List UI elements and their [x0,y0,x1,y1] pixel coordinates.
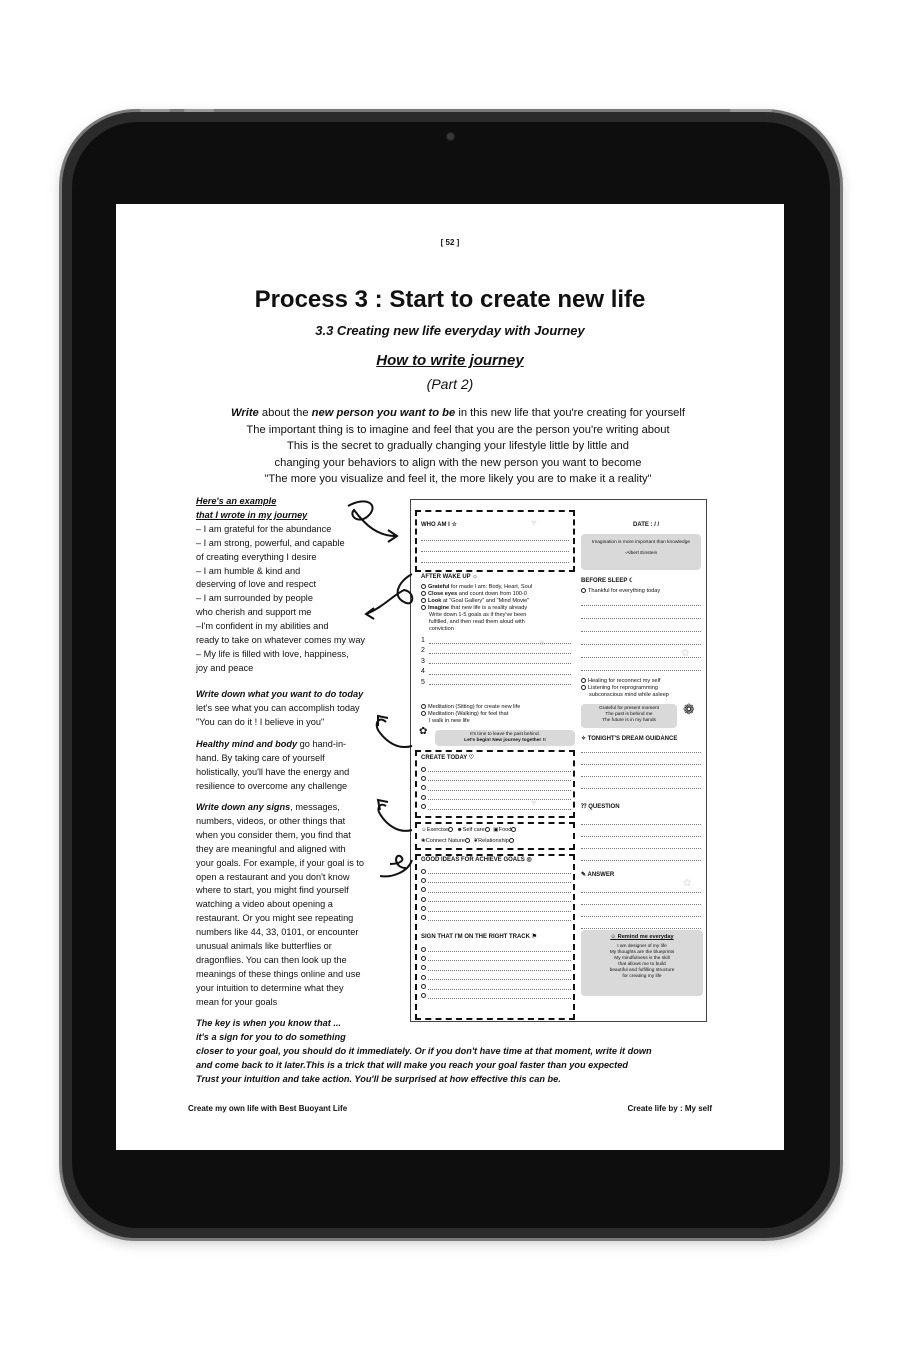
goal-number: 4 [421,668,425,676]
today-section [196,688,394,730]
example-line: – I am grateful for the abundance [196,523,332,534]
intro-paragraph [156,405,760,488]
signs-line: your goals. For example, if your goal is to [196,857,365,868]
goal-row[interactable] [421,679,571,686]
present-line: The future is in my hands [602,718,656,723]
checkbox-circle[interactable] [421,956,426,961]
care-label: Self care [462,827,485,833]
sign-line [428,984,571,990]
checkbox-circle[interactable] [509,838,514,843]
remind-line: I am designer of my life [617,944,667,949]
meditation-text: I walk in new life [429,718,470,724]
checkbox-circle[interactable] [421,947,426,952]
heart-decoration-icon: ♥ [531,518,537,529]
checkbox-circle[interactable] [421,993,426,998]
writing-line [581,756,701,765]
part-label: (Part 2) [426,376,474,392]
sun-icon: ☼ [472,574,478,580]
good-ideas-list [421,868,571,924]
volume-button-1 [140,109,170,112]
intro-text: about the [258,407,312,419]
nature-icon: ❀ [421,838,426,844]
checkbox-circle[interactable] [421,767,426,772]
writing-line [581,744,701,753]
intro-line-5: "The more you visualize and feel it, the more likely you are to make it a reality" [264,473,652,486]
idea-row[interactable] [421,906,571,912]
page-number: [ 52 ] [440,238,460,247]
goal-line [429,669,571,675]
sign-track-list [421,946,571,1002]
idea-line [428,877,571,883]
goal-number: 5 [421,678,425,686]
remind-title [581,934,703,940]
dream-guidance-heading [581,736,677,743]
goal-number-list [421,637,571,689]
healthy-section [196,738,394,794]
present-moment-box [581,704,677,728]
signs-text: , messages, [290,802,340,812]
write-goals-line: conviction [429,626,454,632]
flower-decoration-icon: ✿ [683,878,692,889]
checkbox-circle[interactable] [421,878,426,883]
sign-line [428,955,571,961]
example-line: who cherish and support me [196,607,312,618]
question-icon: ⁇ [581,804,587,810]
closing-line: The key is when you know that ... [196,1018,341,1028]
checkbox-circle[interactable] [421,591,426,596]
todo-row[interactable] [421,785,571,791]
care-label: Relationship [478,838,509,844]
example-line: ready to take on whatever comes my way [196,635,366,646]
care-label: Connect Nature [425,838,465,844]
intro-emph-person: new person you want to be [311,407,456,419]
before-sleep-heading [581,578,634,585]
checkbox-circle[interactable] [421,984,426,989]
example-line: – I am humble & kind and [196,565,301,576]
idea-row[interactable] [421,896,571,902]
wake-item [421,591,576,598]
remind-box [581,930,703,996]
care-label: Food [498,827,512,833]
signs-line: dragonflies. You can then look up the [196,954,347,965]
thankful-text: Thankful for everything today [588,588,661,594]
signs-line: watching a video about opening a [196,899,333,910]
wake-item [421,584,576,591]
remind-line: that allows me to build [618,962,666,967]
checkbox-circle[interactable] [581,678,586,683]
goal-row[interactable] [421,637,571,644]
wake-item-text: for made I am: Body, Heart, Soul [449,584,533,590]
wake-item-text: that new life is a reality already [449,605,528,611]
signs-line: when you consider them, you find that [196,829,351,840]
today-heading: Write down what you want to do today [196,689,364,699]
sign-track-text: SIGN THAT I'M ON THE RIGHT TRACK [421,934,530,940]
today-line: "You can do it ! I believe in you" [196,716,325,727]
idea-line [428,896,571,902]
wake-item-emph: Imagine [428,605,450,611]
writing-line [581,597,701,606]
todo-line [428,804,571,810]
question-heading [581,804,620,811]
exercise-icon: ☺ [421,827,427,833]
smile-icon: ☺ [610,934,617,940]
power-button [730,109,772,112]
example-section [196,495,394,676]
signs-line: your intuition to determine what they [196,982,344,993]
question-text: QUESTION [588,804,620,810]
sign-line [428,946,571,952]
footer-right: Create life by : My self [627,1104,712,1113]
sleep-routine [581,678,705,699]
idea-line [428,906,571,912]
wake-item-emph: Close eyes [428,591,458,597]
sign-line [428,974,571,980]
idea-row[interactable] [421,887,571,893]
writing-line [581,610,701,619]
sign-row[interactable] [421,993,571,999]
tablet-screen [116,204,784,1150]
checkbox-circle[interactable] [421,776,426,781]
checkbox-circle[interactable] [465,838,470,843]
meditation-text: Meditation (Walking) for feel that [428,711,509,717]
signs-line: mean for your goals [196,996,278,1007]
goal-line [429,658,571,664]
checkbox-circle[interactable] [581,685,586,690]
wake-item [421,598,576,605]
heart-decoration-icon: ♥ [531,798,537,809]
section-heading: How to write journey [376,352,524,369]
goal-number: 2 [421,647,425,655]
checkbox-circle[interactable] [511,827,516,832]
idea-line [428,868,571,874]
signs-line: open a restaurant and you don't know [196,871,350,882]
quote-box [581,534,701,570]
writing-line [581,636,701,645]
goal-row[interactable] [421,668,571,675]
today-line: let's see what you can accomplish today [196,702,360,713]
writing-line [581,920,701,929]
remind-title-text: Remind me everyday [617,934,674,940]
food-icon: ▣ [493,827,499,833]
idea-row[interactable] [421,915,571,921]
checkbox-circle[interactable] [421,598,426,603]
writing-line [421,554,569,563]
sign-row[interactable] [421,974,571,980]
camera-icon [446,132,455,141]
sign-line [428,965,571,971]
example-line: – I am surrounded by people [196,593,313,604]
writing-line [581,884,701,893]
healthy-line: hand. By taking care of yourself [196,752,325,763]
todo-line [428,775,571,781]
goal-line [429,638,571,644]
example-line: – My life is filled with love, happiness, [196,648,349,659]
todo-line [428,766,571,772]
sign-row[interactable] [421,965,571,971]
answer-heading [581,872,614,879]
signs-line: where to start, you might find yourself [196,885,349,896]
wake-item-emph: Look [428,598,442,604]
goal-number: 1 [421,637,425,644]
healthy-text: go hand-in- [297,739,347,749]
page-title: Process 3 : Start to create new life [254,286,646,313]
idea-line [428,887,571,893]
sign-row[interactable] [421,984,571,990]
before-sleep-text: BEFORE SLEEP [581,578,628,584]
closing-line: Trust your intuition and take action. You'll be surprised at how effective this can be. [196,1073,561,1084]
remind-line: for creating my life [622,974,662,979]
footer-left: Create my own life with Best Buoyant Life [188,1104,348,1113]
healing-text: Healing for reconnect my self [588,678,661,684]
sign-line [428,993,571,999]
signs-line: restaurant. Or you might see repeating [196,913,354,924]
goal-line [429,648,571,654]
dream-text: TONIGHT'S DREAM GUIDANCE [587,736,678,742]
checkbox-circle[interactable] [421,975,426,980]
healthy-line: holistically, you'll have the energy and [196,766,350,777]
checkbox-circle[interactable] [581,588,586,593]
checkbox-circle[interactable] [421,711,426,716]
signs-heading: Write down any signs [196,802,291,812]
checkbox-circle[interactable] [421,915,426,920]
goal-line [429,679,571,685]
signs-line-1 [196,801,394,815]
write-goals-line: fulfilled, and then read them aloud with [429,619,525,625]
signs-section [196,801,394,1010]
todo-row[interactable] [421,766,571,772]
closing-paragraph [196,1017,716,1087]
present-line: The past is behind me [605,712,653,717]
after-wake-up-text: AFTER WAKE UP [421,574,471,580]
present-line: Grateful for present moment [599,706,659,711]
self-care-icon: ☻ [456,827,463,833]
example-heading-2: that I wrote in my journey [196,509,308,520]
checkbox-circle[interactable] [421,804,426,809]
goal-row[interactable] [421,658,571,665]
create-today-text: CREATE TODAY [421,755,468,761]
writing-line [581,852,701,861]
goal-number: 3 [421,657,425,665]
listening-item [581,685,705,692]
date-label: DATE : / / [633,522,660,528]
example-line: deserving of love and respect [196,579,317,590]
intro-line-3: This is the secret to gradually changing your lifestyle little by little and [286,440,629,453]
checkbox-circle[interactable] [421,704,426,709]
healthy-line-1 [196,738,394,752]
writing-line [581,908,701,917]
wake-item-emph: Grateful [428,584,450,590]
listening-text: Listening for reprogramming [588,685,658,691]
writing-line [421,532,569,541]
relationship-icon: ❦ [473,838,479,844]
checkbox-circle[interactable] [421,869,426,874]
signs-line: unusual animals like butterflies or [196,941,332,952]
listening-text-2: subconscious mind while asleep [589,692,669,698]
quote-text: Imagination is more important than knowledge [591,540,691,545]
healing-item [581,678,705,685]
healthy-line: resilience to overcome any challenge [196,780,348,791]
care-label: Exercise [426,827,449,833]
example-line: joy and peace [196,662,254,673]
checkbox-circle[interactable] [485,827,490,832]
healthy-heading: Healthy mind and body [196,739,298,749]
wake-item-text: and count down from 100-0 [457,591,527,597]
intro-line-4: changing your behaviors to align with the new person you want to become [274,456,642,469]
sparkle-icon: ✧ [581,736,587,742]
remind-line: My thoughts are the blueprints [609,950,675,955]
todo-row[interactable] [421,794,571,800]
idea-row[interactable] [421,877,571,883]
signs-line: numbers like 44, 33, 0101, or encounter [196,927,359,938]
quote-author: -Albert Einstein [624,551,658,556]
sign-row[interactable] [421,955,571,961]
writing-line [581,816,701,825]
writing-line [421,543,569,552]
moon-icon: ☾ [628,578,635,584]
who-am-i-text: WHO AM I [421,522,450,528]
after-wake-up-heading [421,574,478,581]
sign-track-heading [421,934,537,941]
writing-line [581,780,701,789]
meditation-text: Meditation (Sitting) for create new life [428,704,521,710]
heart-icon: ♡ [468,755,475,761]
intro-emph-write: Write [231,407,259,419]
checkbox-circle[interactable] [421,605,426,610]
meditation-item [421,704,576,711]
signs-line: numbers, videos, or other things that [196,815,346,826]
thankful-item [581,588,703,595]
who-am-i-label [421,522,457,529]
checkbox-circle[interactable] [421,965,426,970]
signpost-icon: ⚑ [531,934,538,940]
lotus-icon: ❁ [683,701,695,717]
create-today-list [421,766,571,813]
good-ideas-text: GOOD IDEAS FOR ACHIEVE GOALS [421,857,525,863]
todo-line [428,794,571,800]
checkbox-circle[interactable] [421,785,426,790]
checkbox-circle[interactable] [421,906,426,911]
todo-line [428,785,571,791]
answer-text: ANSWER [587,872,615,878]
leave-past-line: It's time to leave the past behind. [470,732,540,737]
checkbox-circle[interactable] [421,795,426,800]
answer-icon: ✎ [581,872,587,878]
checkbox-circle[interactable] [421,584,426,589]
flower-icon: ✿ [419,726,428,737]
todo-row[interactable] [421,804,571,810]
remind-line: My mindfulness is the skill [614,956,670,961]
flower-decoration-icon: ✿ [681,648,690,659]
writing-line [581,828,701,837]
checkbox-circle[interactable] [421,897,426,902]
closing-line: it's a sign for you to do something [196,1031,346,1042]
heart-decoration-icon: ♥ [539,638,545,649]
wake-item-text: at "Goal Gallery" and "Mind Movie" [441,598,530,604]
intro-line-1 [156,405,760,422]
goal-row[interactable] [421,647,571,654]
writing-line [581,896,701,905]
self-care-row-2 [421,838,575,845]
wake-item [421,605,576,612]
target-icon: ◎ [526,857,532,863]
page-subtitle: 3.3 Creating new life everyday with Journey [315,323,585,338]
example-line: –I'm confident in my abilities and [196,621,329,632]
leave-past-box [435,730,575,746]
journal-sample-page [410,499,707,1022]
writing-line [581,623,701,632]
writing-line [581,840,701,849]
todo-row[interactable] [421,775,571,781]
remind-line: beautiful and fulfilling structure [609,968,675,973]
signs-line: meanings of these things online and use [196,968,361,979]
leave-past-line: Let's begin! New journey together !! [464,738,546,743]
closing-line: and come back to it later.This is a trick that will make you reach your goal faster than you expected [196,1059,628,1070]
closing-line: closer to your goal, you should do it immediately. Or if you don't have time at that moment, write it down [196,1045,652,1056]
writing-line [581,662,701,671]
checkbox-circle[interactable] [421,887,426,892]
star-icon: ☆ [451,522,457,528]
example-heading-1: Here's an example [196,496,277,506]
checkbox-circle[interactable] [448,827,453,832]
writing-line [581,649,701,658]
example-line: – I am strong, powerful, and capable [196,537,345,548]
sign-row[interactable] [421,946,571,952]
example-line: of creating everything I desire [196,551,317,562]
create-today-heading [421,755,474,762]
intro-text: in this new life that you're creating for yourself [455,407,685,419]
writing-line [581,768,701,777]
meditation-list [421,704,576,725]
intro-line-2: The important thing is to imagine and feel that you are the person you're writing about [246,423,670,436]
signs-line: they are meaningful and aligned with [196,843,346,854]
volume-button-2 [184,109,214,112]
idea-row[interactable] [421,868,571,874]
good-ideas-heading [421,857,532,864]
idea-line [428,915,571,921]
meditation-item [421,711,576,718]
wake-up-list [421,584,576,633]
self-care-row-1 [421,827,575,834]
write-goals-line: Write down 1-5 goals as if they've been [429,612,527,618]
